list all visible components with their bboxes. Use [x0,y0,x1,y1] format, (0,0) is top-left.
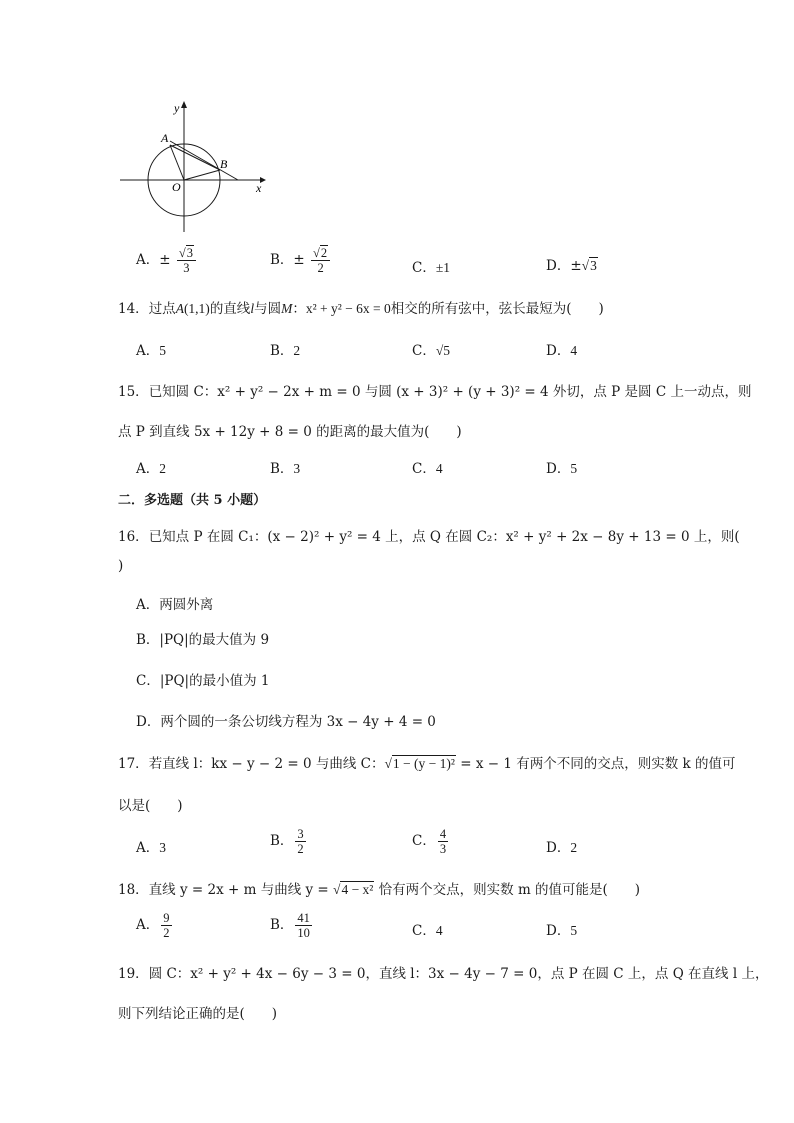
y-axis-arrow [181,101,187,108]
q18-option-c[interactable]: C．4 [412,923,443,939]
q17-option-b[interactable]: B． $\frac{3}{2}$ [270,827,304,856]
q16-stem-line2: ) [118,558,124,574]
label-b: B [220,157,228,171]
q17-option-a[interactable]: A．3 [136,840,166,856]
q17-option-d[interactable]: D．2 [546,840,578,856]
q15-option-d[interactable]: D．5 [546,461,578,477]
q16-stem-line1: 16．已知点 P 在圆 C₁：(x − 2)² + y² = 4 上，点 Q 在圆 C₂：x² + y² + 2x − 8y + 13 = 0 上，则( [118,529,740,545]
q14-option-a[interactable]: A．5 [136,343,166,359]
q14-option-c[interactable]: C．√5 [412,343,451,359]
segment-oa [170,145,184,180]
label-x: x [256,181,262,195]
q19-stem-line1: 19．圆 C：x² + y² + 4x − 6y − 3 = 0，直线 l：3x − 4y − 7 = 0，点 P 在圆 C 上，点 Q 在直线 l 上， [118,966,769,982]
q15-option-b[interactable]: B．3 [270,461,301,477]
q18-option-a[interactable]: A． $\frac{9}{2}$ [136,911,170,940]
q17-stem-line2: 以是( ) [118,798,183,814]
q19-stem-line2: 则下列结论正确的是( ) [118,1006,278,1022]
q15-stem-line1: 15．已知圆 C：x² + y² − 2x + m = 0 与圆 (x + 3)² + (y + 3)² = 4 外切，点 P 是圆 C 上一动点，则 [118,384,752,400]
q15-stem-line2: 点 P 到直线 5x + 12y + 8 = 0 的距离的最大值为( ) [118,424,462,440]
label-a: A [161,131,169,145]
label-o: O [172,180,181,194]
circle-figure [112,98,272,238]
q16-option-b[interactable]: B．|PQ|的最大值为 9 [136,632,270,648]
q18-option-d[interactable]: D．5 [546,923,578,939]
section-heading: 二．多选题（共 5 小题） [118,493,267,508]
q15-option-a[interactable]: A．2 [136,461,166,477]
q16-option-a[interactable]: A．两圆外离 [136,597,214,613]
q13-option-b[interactable]: B．± $\frac{√2}{2}$ [270,246,332,275]
q16-option-c[interactable]: C．|PQ|的最小值为 1 [136,673,270,689]
segment-ob [184,170,220,180]
q16-option-d[interactable]: D．两个圆的一条公切线方程为 3x − 4y + 4 = 0 [136,714,436,730]
q13-option-d[interactable]: D．±√3 [546,258,597,274]
q13-option-c[interactable]: C．±1 [412,260,451,276]
q14-stem: 14．过点A(1,1)的直线l与圆M：x² + y² − 6x = 0相交的所有弦中，弦长最短为( ) [118,301,604,317]
q13-option-a[interactable]: A．± $\frac{√3}{3}$ [136,246,198,275]
q14-option-b[interactable]: B．2 [270,343,301,359]
q18-option-b[interactable]: B． $\frac{41}{10}$ [270,911,310,940]
q17-option-c[interactable]: C． $\frac{4}{3}$ [412,827,447,856]
q17-stem-line1: 17．若直线 l：kx − y − 2 = 0 与曲线 C：√1 − (y − 1)² = x − 1 有两个不同的交点，则实数 k 的值可 [118,756,736,772]
q14-option-d[interactable]: D．4 [546,343,578,359]
q18-stem: 18．直线 y = 2x + m 与曲线 y = √4 − x² 恰有两个交点，则实数 m 的值可能是( ) [118,882,641,898]
q15-option-c[interactable]: C．4 [412,461,443,477]
label-y: y [174,101,180,115]
